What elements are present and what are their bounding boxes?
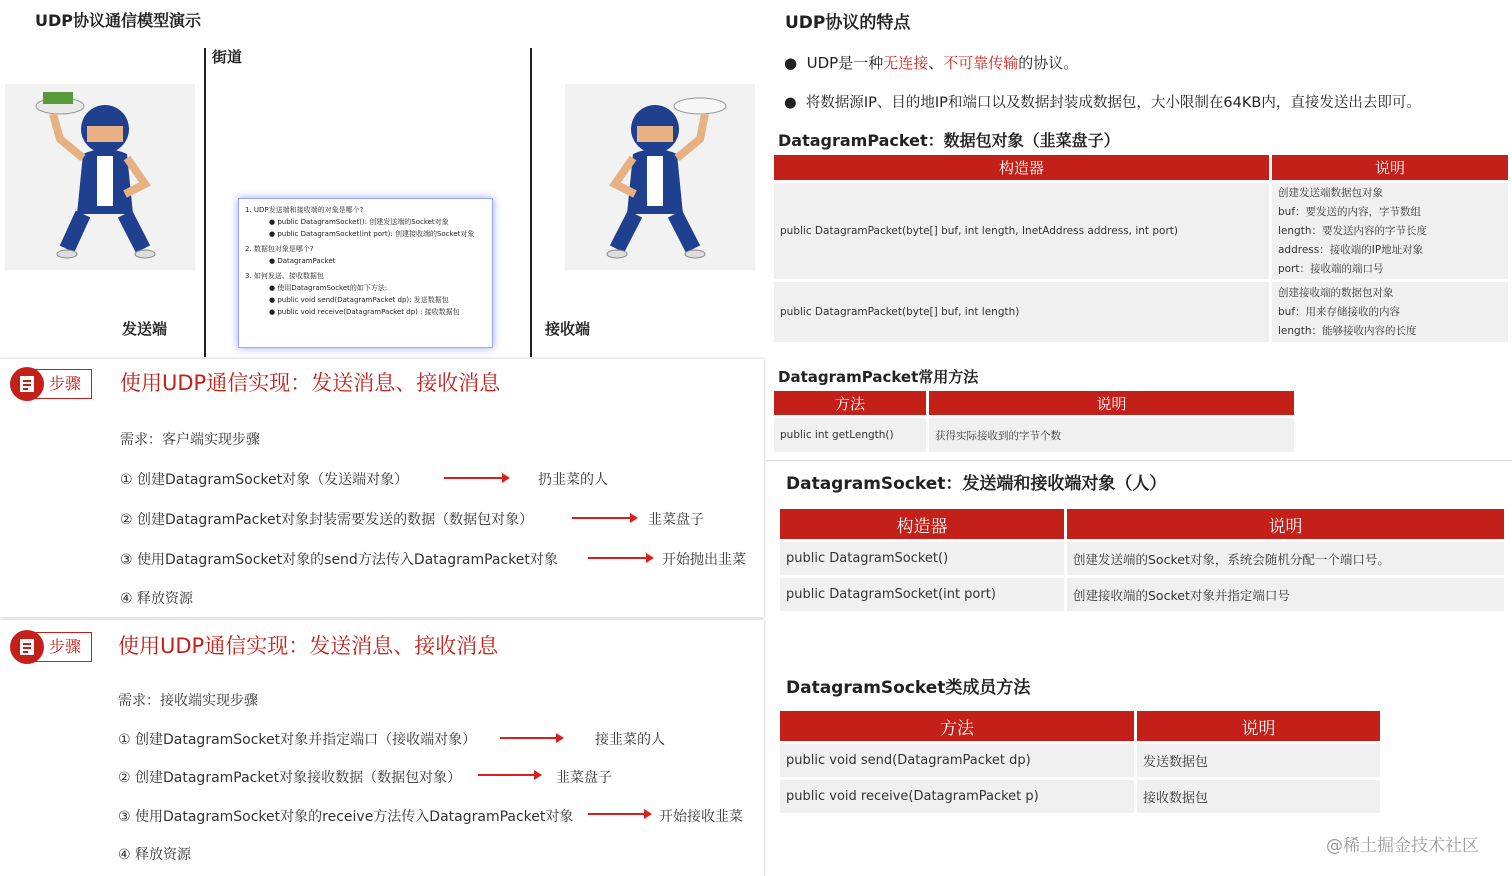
socket-ctor-1-desc: 创建发送端的Socket对象，系统会随机分配一个端口号。 (1067, 542, 1504, 575)
note-q3c: ● public void receive(DatagramPacket dp) : 接收数据包 (269, 308, 460, 316)
demo-panel (0, 0, 764, 357)
client-step-2-result: 韭菜盘子 (648, 512, 704, 528)
socket-ctor-2-desc: 创建接收端的Socket对象并指定端口号 (1067, 578, 1504, 611)
packet-methods-title: DatagramPacket常用方法 (778, 368, 979, 386)
socket-method-receive-desc: 接收数据包 (1137, 780, 1380, 813)
feature-bullet-2: ● 将数据源IP、目的地IP和端口以及数据封装成数据包，大小限制在64KB内，直接发送出去即可。 (784, 95, 1421, 111)
server-step-3-result: 开始接收韭菜 (659, 809, 743, 825)
client-steps-panel (0, 359, 764, 617)
server-step-4: ④ 释放资源 (118, 847, 192, 863)
socket-ctor-1: public DatagramSocket() (780, 542, 1064, 575)
server-step-badge (10, 630, 92, 664)
street-left-line (204, 48, 206, 357)
client-badge-label: 步骤 (22, 369, 92, 399)
server-arrow-1 (500, 737, 562, 739)
server-requirement: 需求：接收端实现步骤 (118, 693, 258, 709)
sender-label: 发送端 (122, 320, 168, 338)
packet-method-getlength: public int getLength() (774, 418, 926, 452)
packet-method-getlength-desc: 获得实际接收到的字节个数 (929, 418, 1294, 452)
note-q1a: ● public DatagramSocket(): 创建发送端的Socket对象 (269, 218, 449, 226)
note-q3a: ● 使用DatagramSocket的如下方法: (269, 284, 388, 292)
client-step-3: ③ 使用DatagramSocket对象的send方法传入DatagramPacket对象 (120, 552, 558, 568)
client-step-badge (10, 367, 92, 401)
note-q3b: ● public void send(DatagramPacket dp): 发送数据包 (269, 296, 449, 304)
client-requirement: 需求：客户端实现步骤 (120, 432, 260, 448)
packet-title: DatagramPacket：数据包对象（韭菜盘子） (778, 131, 1120, 150)
packet-ctor-2-desc: 创建接收端的数据包对象 buf：用来存储接收的内容 length：能够接收内容的长度 (1272, 282, 1508, 342)
features-title: UDP协议的特点 (785, 13, 911, 33)
socket-method-send-desc: 发送数据包 (1137, 744, 1380, 777)
document-icon (10, 367, 44, 401)
socket-method-receive: public void receive(DatagramPacket p) (780, 780, 1134, 813)
sender-player-image (5, 84, 195, 270)
note-q2a: ● DatagramPacket (269, 257, 336, 265)
packet-methods-col-method: 方法 (774, 391, 926, 415)
server-step-2-result: 韭菜盘子 (556, 770, 612, 786)
socket-constructor-table (777, 506, 1507, 614)
document-icon (10, 630, 44, 664)
packet-methods-table (771, 388, 1297, 455)
socket-methods-col-method: 方法 (780, 711, 1134, 741)
client-step-2: ② 创建DatagramPacket对象封装需要发送的数据（数据包对象） (120, 512, 534, 528)
socket-col-constructor: 构造器 (780, 509, 1064, 539)
note-q3: 3. 如何发送、接收数据包 (245, 272, 324, 280)
server-step-2: ② 创建DatagramPacket对象接收数据（数据包对象） (118, 770, 462, 786)
socket-methods-col-desc: 说明 (1137, 711, 1380, 741)
server-arrow-2 (478, 774, 540, 776)
street-label: 街道 (212, 48, 243, 66)
client-step-4: ④ 释放资源 (120, 591, 194, 607)
client-title: 使用UDP通信实现：发送消息、接收消息 (120, 371, 501, 395)
packet-ctor-2: public DatagramPacket(byte[] buf, int length) (774, 282, 1269, 342)
packet-col-desc: 说明 (1272, 155, 1508, 180)
server-step-1-result: 接韭菜的人 (595, 732, 665, 748)
socket-methods-table (777, 708, 1383, 816)
server-steps-panel (0, 620, 764, 876)
demo-title: UDP协议通信模型演示 (35, 11, 202, 30)
client-step-3-result: 开始抛出韭菜 (662, 552, 746, 568)
server-arrow-3 (588, 813, 650, 815)
socket-panel (766, 460, 1512, 876)
receiver-player-image (565, 84, 755, 270)
packet-ctor-1: public DatagramPacket(byte[] buf, int length, InetAddress address, int port) (774, 183, 1269, 279)
note-q1b: ● public DatagramSocket(int port): 创建接收端的Socket对象 (269, 230, 475, 238)
socket-methods-title: DatagramSocket类成员方法 (786, 678, 1031, 698)
socket-title: DatagramSocket：发送端和接收端对象（人） (786, 474, 1167, 494)
packet-constructor-table (771, 152, 1511, 345)
client-arrow-2 (572, 517, 636, 519)
features-panel (766, 0, 1512, 120)
client-step-1: ① 创建DatagramSocket对象（发送端对象） (120, 472, 409, 488)
feature-bullet-1: ● UDP是一种无连接、不可靠传输的协议。 (784, 54, 1079, 72)
note-q2: 2. 数据包对象是哪个? (245, 245, 314, 253)
server-badge-label: 步骤 (22, 632, 92, 662)
server-title: 使用UDP通信实现：发送消息、接收消息 (118, 634, 499, 658)
socket-method-send: public void send(DatagramPacket dp) (780, 744, 1134, 777)
client-step-1-result: 扔韭菜的人 (538, 472, 608, 488)
client-arrow-1 (444, 477, 508, 479)
receiver-label: 接收端 (545, 320, 591, 338)
note-q1: 1. UDP发送端和接收端的对象是哪个? (245, 206, 364, 214)
client-arrow-3 (588, 557, 652, 559)
packet-ctor-1-desc: 创建发送端数据包对象 buf：要发送的内容，字节数组 length：要发送内容的字节长度 address：接收端的IP地址对象 port：接收端的端口号 (1272, 183, 1508, 279)
watermark: @稀土掘金技术社区 (1326, 836, 1479, 856)
packet-col-constructor: 构造器 (774, 155, 1269, 180)
server-step-3: ③ 使用DatagramSocket对象的receive方法传入DatagramPacket对象 (118, 809, 574, 825)
summary-note-card (238, 198, 493, 348)
socket-col-desc: 说明 (1067, 509, 1504, 539)
server-step-1: ① 创建DatagramSocket对象并指定端口（接收端对象） (118, 732, 477, 748)
socket-ctor-2: public DatagramSocket(int port) (780, 578, 1064, 611)
packet-panel (766, 122, 1512, 458)
packet-methods-col-desc: 说明 (929, 391, 1294, 415)
street-right-line (530, 48, 532, 357)
